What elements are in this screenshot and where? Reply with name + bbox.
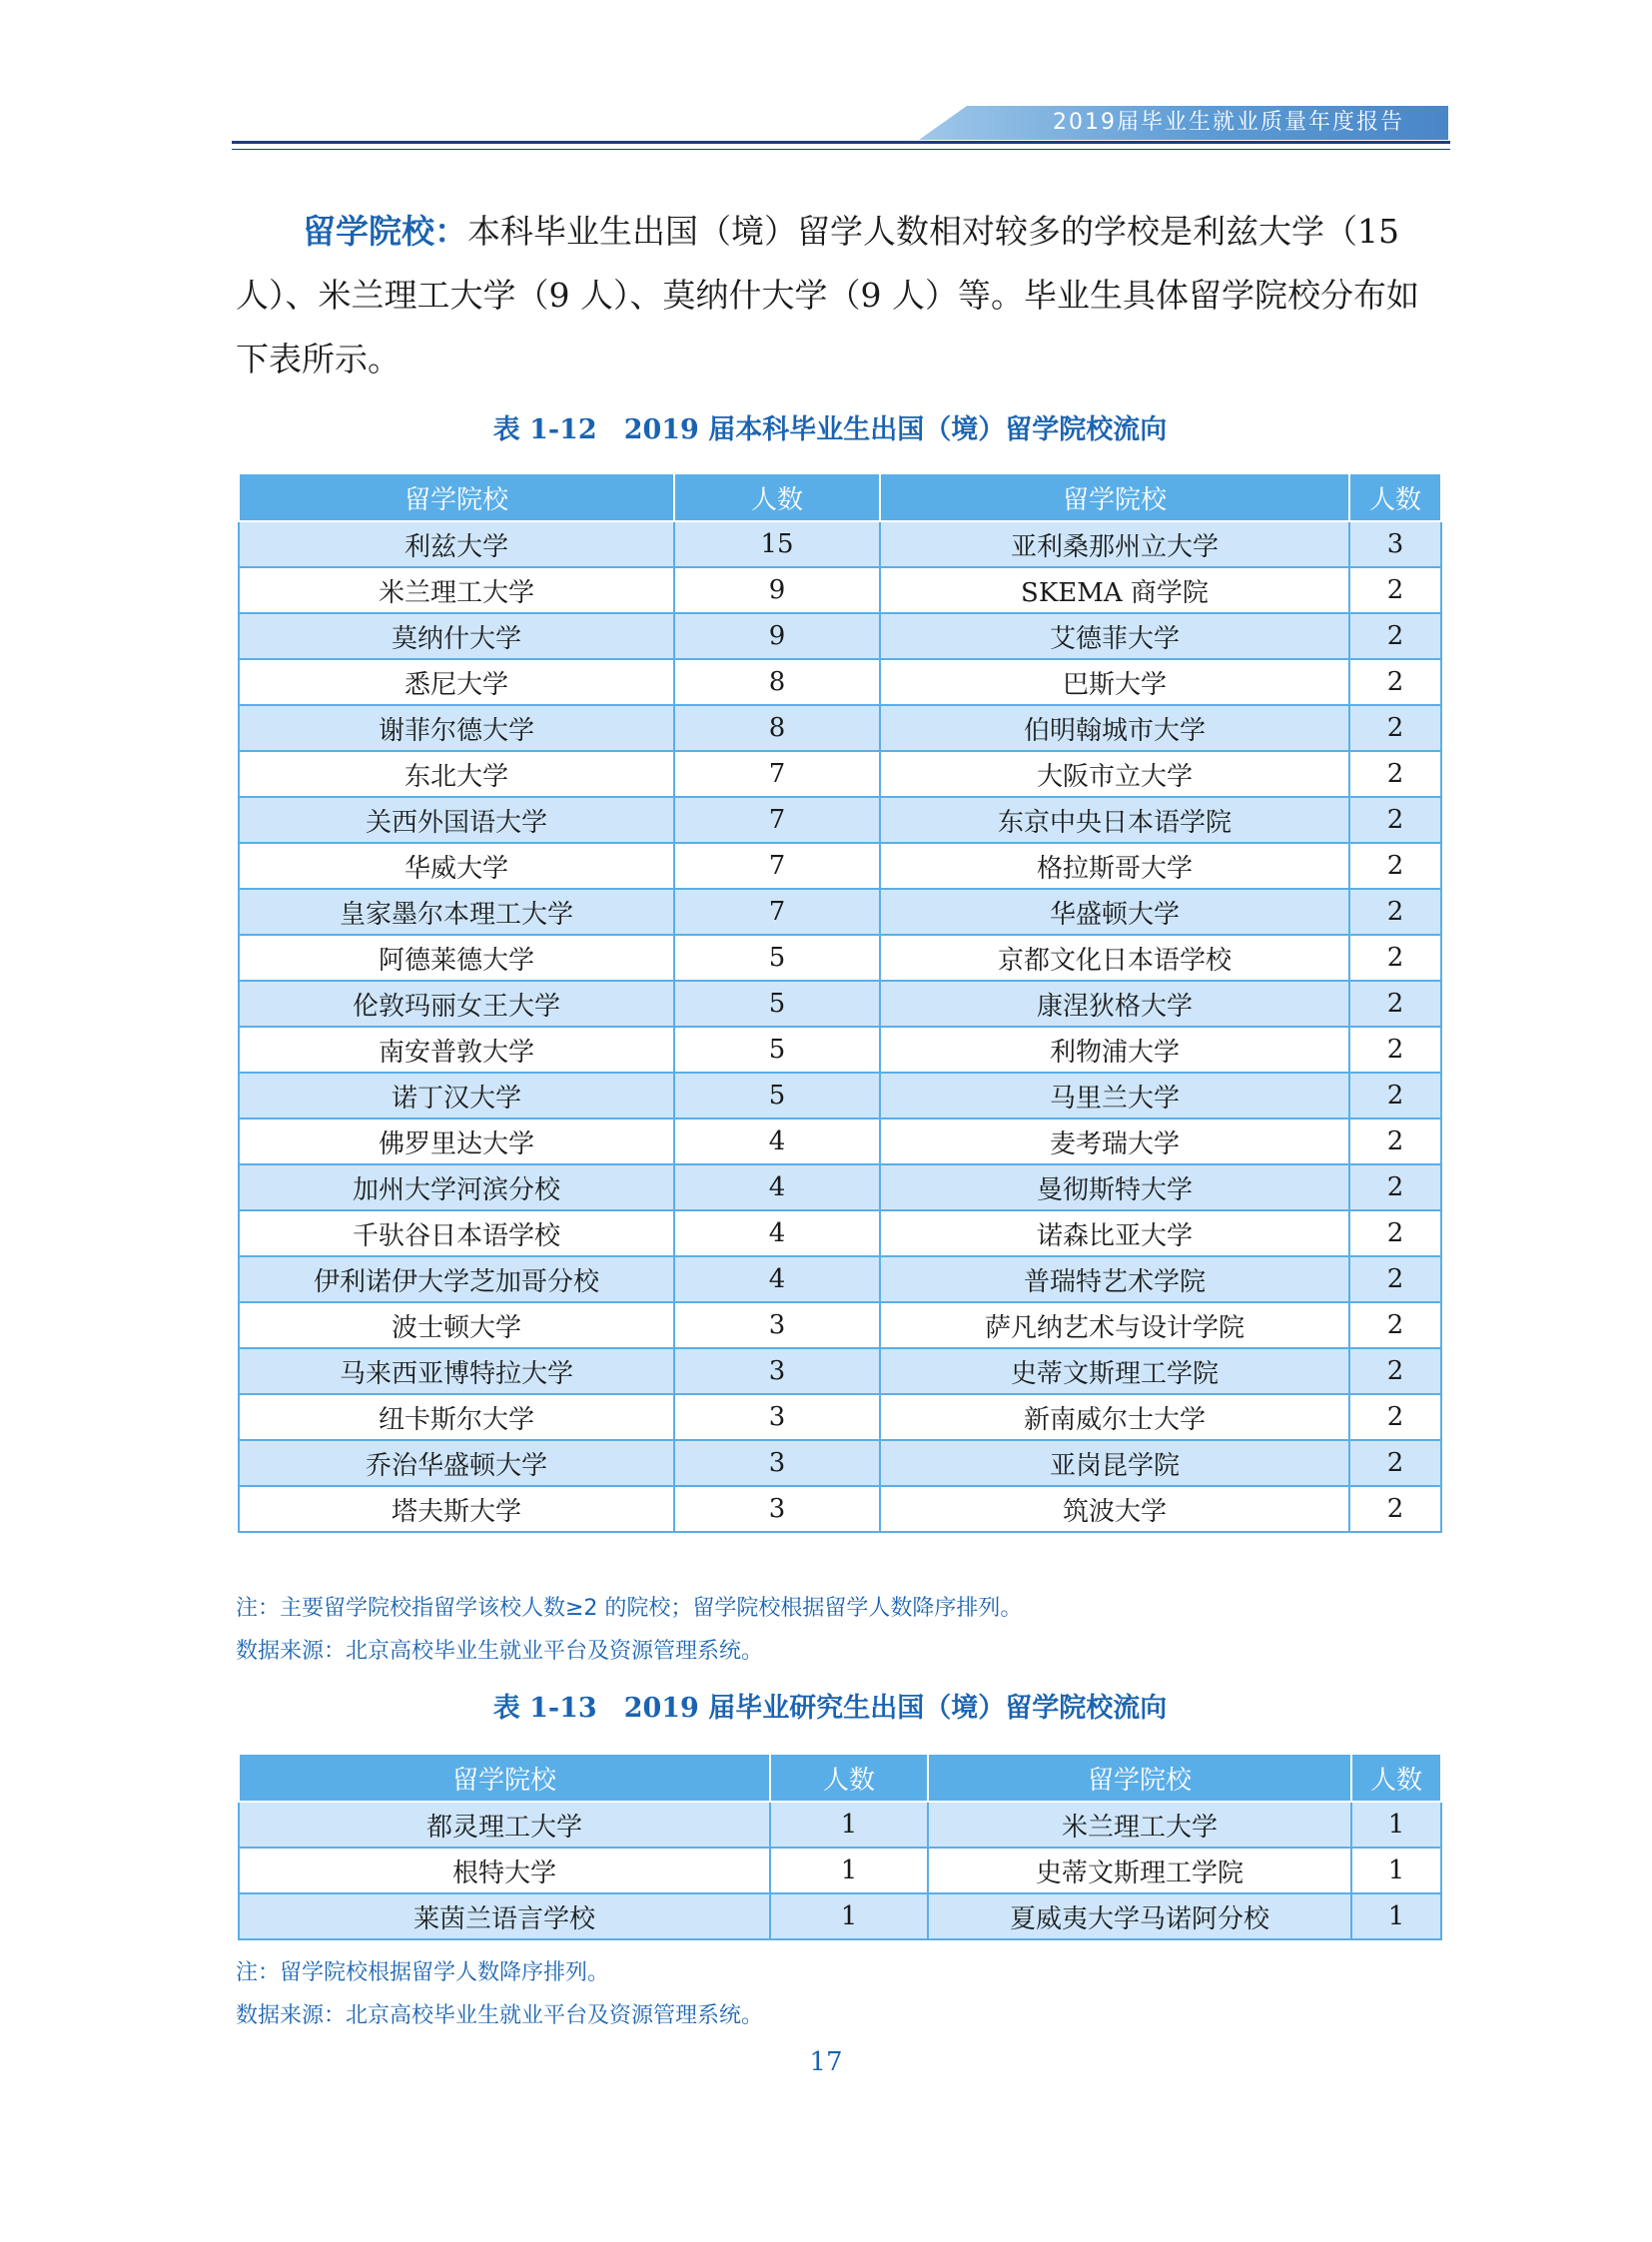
cell-count-2: 2 [1349, 1394, 1441, 1440]
cell-school-2: 米兰理工大学 [928, 1802, 1351, 1848]
cell-count: 7 [674, 751, 880, 797]
table-row [239, 797, 1441, 843]
table-row [239, 935, 1441, 981]
cell-school: 南安普敦大学 [239, 1027, 674, 1073]
cell-school-2: 亚利桑那州立大学 [880, 521, 1349, 567]
table-row [239, 659, 1441, 705]
cell-count: 3 [674, 1394, 880, 1440]
table-row [239, 889, 1441, 935]
page-number: 17 [809, 2047, 843, 2077]
table-row [239, 1210, 1441, 1256]
table-row [239, 1486, 1441, 1532]
cell-count: 3 [674, 1302, 880, 1348]
cell-count-2: 1 [1351, 1893, 1441, 1939]
cell-school-2: 麦考瑞大学 [880, 1119, 1349, 1164]
cell-count: 8 [674, 659, 880, 705]
cell-count-2: 2 [1349, 797, 1441, 843]
table-row [239, 1119, 1441, 1164]
cell-count: 5 [674, 935, 880, 981]
cell-count: 1 [770, 1848, 928, 1893]
cell-count-2: 2 [1349, 1027, 1441, 1073]
cell-school-2: 筑波大学 [880, 1486, 1349, 1532]
cell-count-2: 2 [1349, 843, 1441, 889]
cell-school-2: 康涅狄格大学 [880, 981, 1349, 1027]
cell-count-2: 2 [1349, 613, 1441, 659]
cell-count: 7 [674, 843, 880, 889]
cell-count-2: 2 [1349, 1073, 1441, 1119]
paragraph-lead: 留学院校： [303, 212, 467, 251]
table2-caption: 表 1-13 2019 届毕业研究生出国（境）留学院校流向 [492, 1693, 1168, 1724]
cell-count: 9 [674, 613, 880, 659]
cell-count-2: 3 [1349, 521, 1441, 567]
cell-count: 3 [674, 1486, 880, 1532]
cell-school-2: 利物浦大学 [880, 1027, 1349, 1073]
table1-source: 数据来源：北京高校毕业生就业平台及资源管理系统。 [236, 1639, 764, 1664]
cell-count: 5 [674, 981, 880, 1027]
cell-school: 诺丁汉大学 [239, 1073, 674, 1119]
cell-school: 华威大学 [239, 843, 674, 889]
cell-school-2: 艾德菲大学 [880, 613, 1349, 659]
cell-count: 4 [674, 1256, 880, 1302]
table-row [239, 751, 1441, 797]
header-title: 2019届毕业生就业质量年度报告 [1053, 110, 1404, 135]
table1-header-school: 留学院校 [239, 473, 674, 521]
cell-school: 阿德莱德大学 [239, 935, 674, 981]
cell-school-2: 夏威夷大学马诺阿分校 [928, 1893, 1351, 1939]
table1 [238, 472, 1442, 1533]
cell-count-2: 2 [1349, 1348, 1441, 1394]
table-row [239, 1027, 1441, 1073]
cell-school-2: 巴斯大学 [880, 659, 1349, 705]
cell-school: 利兹大学 [239, 521, 674, 567]
cell-count: 1 [770, 1802, 928, 1848]
cell-school: 根特大学 [239, 1848, 770, 1893]
cell-school: 谢菲尔德大学 [239, 705, 674, 751]
table2 [238, 1753, 1442, 1940]
cell-school-2: 格拉斯哥大学 [880, 843, 1349, 889]
cell-school-2: 东京中央日本语学院 [880, 797, 1349, 843]
cell-count: 3 [674, 1348, 880, 1394]
table2-header-count: 人数 [770, 1754, 928, 1802]
cell-count: 5 [674, 1027, 880, 1073]
cell-school-2: 大阪市立大学 [880, 751, 1349, 797]
cell-school-2: SKEMA 商学院 [880, 567, 1349, 613]
cell-school-2: 伯明翰城市大学 [880, 705, 1349, 751]
table-row [239, 705, 1441, 751]
cell-school: 纽卡斯尔大学 [239, 1394, 674, 1440]
header-rule-thin [232, 149, 1450, 150]
table-row [239, 1164, 1441, 1210]
table-row [239, 1848, 1441, 1893]
cell-count-2: 2 [1349, 659, 1441, 705]
table2-note: 注：留学院校根据留学人数降序排列。 [236, 1960, 610, 1985]
cell-school: 伦敦玛丽女王大学 [239, 981, 674, 1027]
table1-note: 注：主要留学院校指留学该校人数≥2 的院校；留学院校根据留学人数降序排列。 [236, 1596, 1023, 1621]
cell-school-2: 新南威尔士大学 [880, 1394, 1349, 1440]
cell-school: 佛罗里达大学 [239, 1119, 674, 1164]
cell-count-2: 2 [1349, 1119, 1441, 1164]
table-row [239, 1440, 1441, 1486]
cell-school: 米兰理工大学 [239, 567, 674, 613]
header-rule [232, 141, 1450, 144]
cell-count: 4 [674, 1210, 880, 1256]
cell-count: 9 [674, 567, 880, 613]
table-row [239, 1348, 1441, 1394]
table1-caption: 表 1-12 2019 届本科毕业生出国（境）留学院校流向 [492, 414, 1168, 445]
cell-count-2: 1 [1351, 1802, 1441, 1848]
table-row [239, 1893, 1441, 1939]
cell-school: 莱茵兰语言学校 [239, 1893, 770, 1939]
table2-header-school-2: 留学院校 [928, 1754, 1351, 1802]
cell-school-2: 史蒂文斯理工学院 [928, 1848, 1351, 1893]
cell-school: 皇家墨尔本理工大学 [239, 889, 674, 935]
cell-count-2: 2 [1349, 705, 1441, 751]
cell-school: 塔夫斯大学 [239, 1486, 674, 1532]
table1-header-row [239, 473, 1441, 521]
cell-count: 15 [674, 521, 880, 567]
cell-count: 4 [674, 1119, 880, 1164]
cell-school: 莫纳什大学 [239, 613, 674, 659]
table1-header-count: 人数 [674, 473, 880, 521]
cell-school: 悉尼大学 [239, 659, 674, 705]
table2-header-row [239, 1754, 1441, 1802]
cell-count-2: 2 [1349, 1486, 1441, 1532]
cell-school-2: 史蒂文斯理工学院 [880, 1348, 1349, 1394]
cell-count-2: 2 [1349, 1164, 1441, 1210]
table1-header-school-2: 留学院校 [880, 473, 1349, 521]
cell-school-2: 京都文化日本语学校 [880, 935, 1349, 981]
cell-count-2: 2 [1349, 1210, 1441, 1256]
cell-school-2: 马里兰大学 [880, 1073, 1349, 1119]
paragraph-text: 本科毕业生出国（境）留学人数相对较多的学校是利兹大学（15人）、米兰理工大学（9 人）、莫纳什大学（9 人）等。毕业生具体留学院校分布如下表所示。 [236, 212, 1419, 378]
cell-school-2: 普瑞特艺术学院 [880, 1256, 1349, 1302]
cell-school: 乔治华盛顿大学 [239, 1440, 674, 1486]
cell-count: 3 [674, 1440, 880, 1486]
cell-school-2: 萨凡纳艺术与设计学院 [880, 1302, 1349, 1348]
cell-count-2: 2 [1349, 1256, 1441, 1302]
cell-count-2: 2 [1349, 1440, 1441, 1486]
cell-count-2: 2 [1349, 751, 1441, 797]
table2-header-count-2: 人数 [1351, 1754, 1441, 1802]
cell-school: 千驮谷日本语学校 [239, 1210, 674, 1256]
table-row [239, 1394, 1441, 1440]
intro-paragraph [236, 200, 1424, 391]
cell-school-2: 曼彻斯特大学 [880, 1164, 1349, 1210]
cell-count: 7 [674, 889, 880, 935]
cell-count-2: 2 [1349, 889, 1441, 935]
table-row [239, 613, 1441, 659]
cell-count-2: 2 [1349, 567, 1441, 613]
cell-school-2: 华盛顿大学 [880, 889, 1349, 935]
table-row [239, 1302, 1441, 1348]
cell-school: 马来西亚博特拉大学 [239, 1348, 674, 1394]
cell-count: 8 [674, 705, 880, 751]
cell-count-2: 2 [1349, 981, 1441, 1027]
cell-school-2: 亚岗昆学院 [880, 1440, 1349, 1486]
cell-school: 关西外国语大学 [239, 797, 674, 843]
table-row [239, 981, 1441, 1027]
cell-school-2: 诺森比亚大学 [880, 1210, 1349, 1256]
table1-header-count-2: 人数 [1349, 473, 1441, 521]
table-row [239, 1802, 1441, 1848]
table2-header-school: 留学院校 [239, 1754, 770, 1802]
cell-count-2: 1 [1351, 1848, 1441, 1893]
cell-count: 5 [674, 1073, 880, 1119]
cell-count: 1 [770, 1893, 928, 1939]
table-row [239, 1073, 1441, 1119]
table-row [239, 843, 1441, 889]
cell-count: 4 [674, 1164, 880, 1210]
cell-school: 加州大学河滨分校 [239, 1164, 674, 1210]
table-row [239, 521, 1441, 567]
cell-count-2: 2 [1349, 935, 1441, 981]
cell-school: 东北大学 [239, 751, 674, 797]
table-row [239, 1256, 1441, 1302]
cell-school: 伊利诺伊大学芝加哥分校 [239, 1256, 674, 1302]
cell-school: 都灵理工大学 [239, 1802, 770, 1848]
table2-source: 数据来源：北京高校毕业生就业平台及资源管理系统。 [236, 2003, 764, 2028]
cell-school: 波士顿大学 [239, 1302, 674, 1348]
cell-count: 7 [674, 797, 880, 843]
cell-count-2: 2 [1349, 1302, 1441, 1348]
table-row [239, 567, 1441, 613]
